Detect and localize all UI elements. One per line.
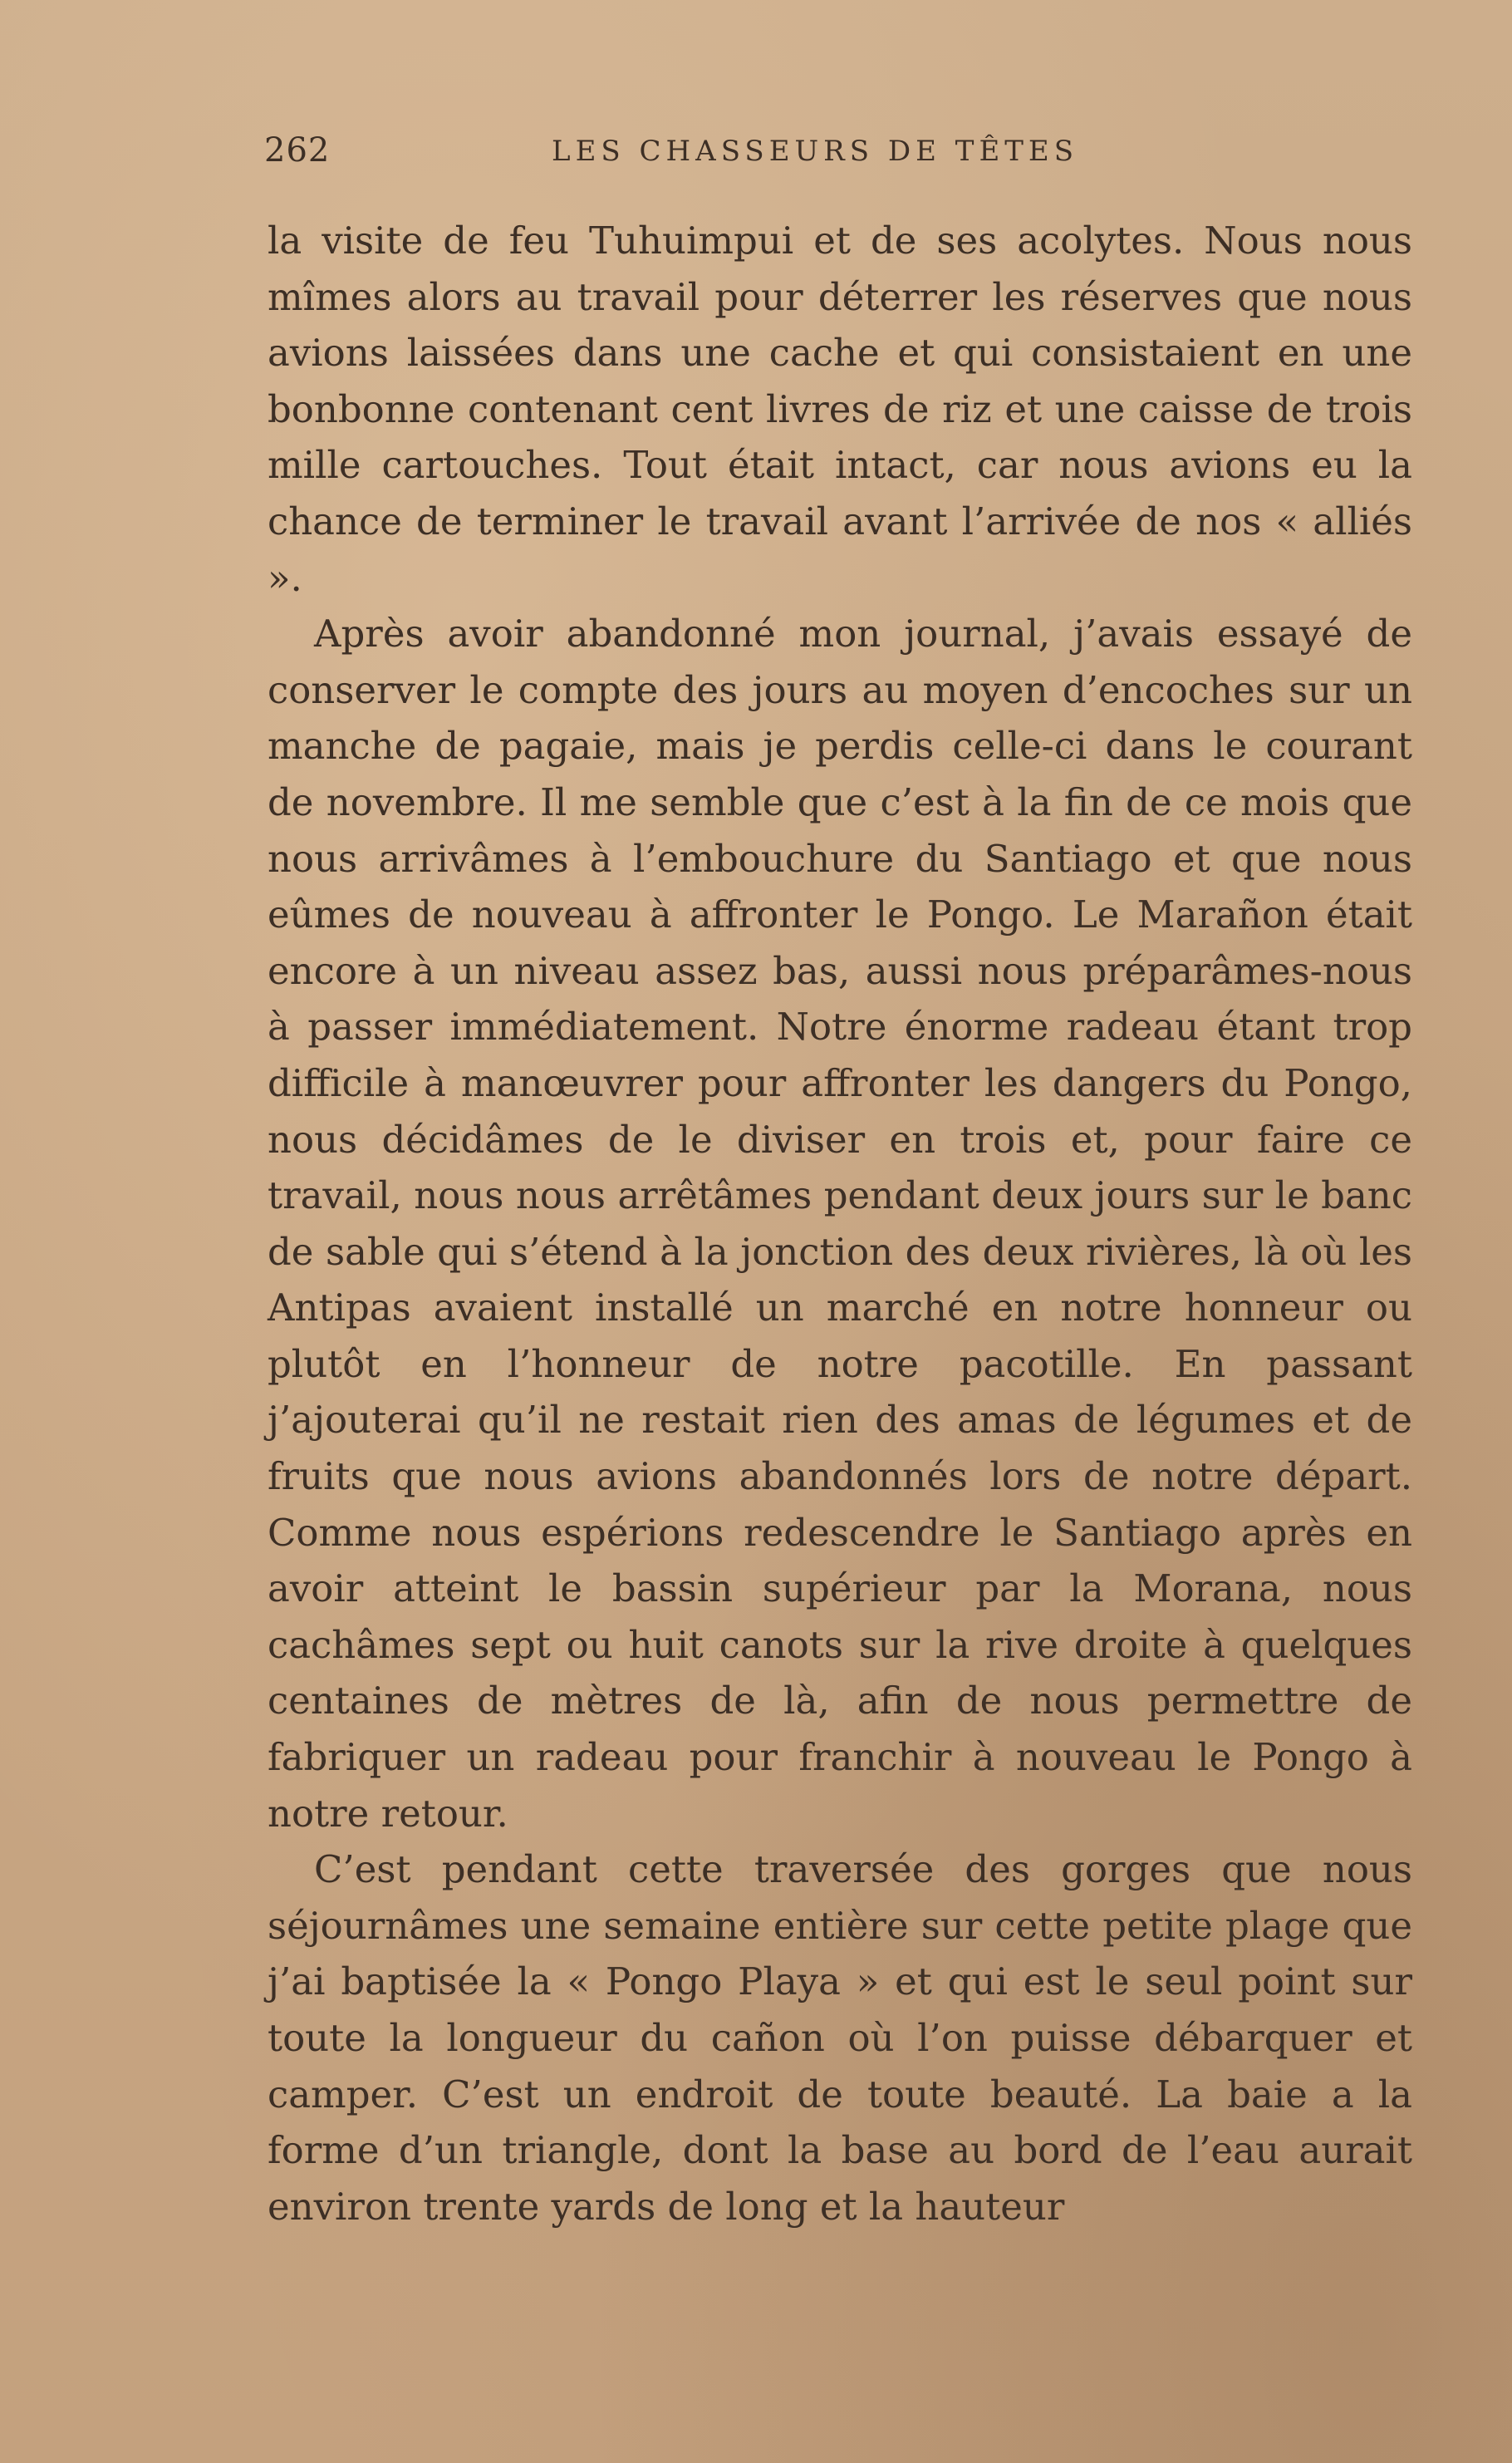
page-header (264, 125, 1419, 183)
paragraph-2: Après avoir abandonné mon journal, j’avais essayé de conserver le compte des jours au moyen d’encoches sur un manche de pagaie, mais je perdis celle-ci dans le courant de novembre. Il me semble que c’est à la fin de ce mois que nous arrivâmes à l’embouchure du Santiago et que nous eûmes de nouveau à affronter le Pongo. Le Marañon était encore à un niveau assez bas, aussi nous préparâmes-nous à passer immédiatement. Notre énorme radeau étant trop difficile à manœuvrer pour affronter les dangers du Pongo, nous décidâmes de le diviser en trois et, pour faire ce travail, nous nous arrêtâmes pendant deux jours sur le banc de sable qui s’étend à la jonction des deux rivières, là où les Antipas avaient installé un marché en notre honneur ou plutôt en l’honneur de notre pacotille. En passant j’ajouterai qu’il ne restait rien des amas de légumes et de fruits que nous avions abandonnés lors de notre départ. Comme nous espérions redescendre le Santiago après en avoir atteint le bassin supérieur par la Morana, nous cachâmes sept ou huit canots sur la rive droite à quelques centaines de mètres de là, afin de nous permettre de fabriquer un radeau pour franchir à nouveau le Pongo à notre retour. (268, 612, 1412, 1836)
body-text (268, 213, 1412, 2234)
paragraph-3: C’est pendant cette traversée des gorges que nous séjournâmes une semaine entière sur cette petite plage que j’ai baptisée la « Pongo Playa » et qui est le seul point sur toute la longueur du cañon où l’on puisse débarquer et camper. C’est un endroit de toute beauté. La baie a la forme d’un triangle, dont la base au bord de l’eau aurait environ trente yards de long et la hauteur (268, 1847, 1412, 2229)
page-number: 262 (264, 131, 331, 170)
running-title: LES CHASSEURS DE TÊTES (552, 135, 1079, 168)
paragraph-1: la visite de feu Tuhuimpui et de ses acolytes. Nous nous mîmes alors au travail pour déterrer les réserves que nous avions laissées dans une cache et qui consistaient en une bonbonne contenant cent livres de riz et une caisse de trois mille cartouches. Tout était intact, car nous avions eu la chance de terminer le travail avant l’arrivée de nos « alliés ». (268, 219, 1412, 600)
